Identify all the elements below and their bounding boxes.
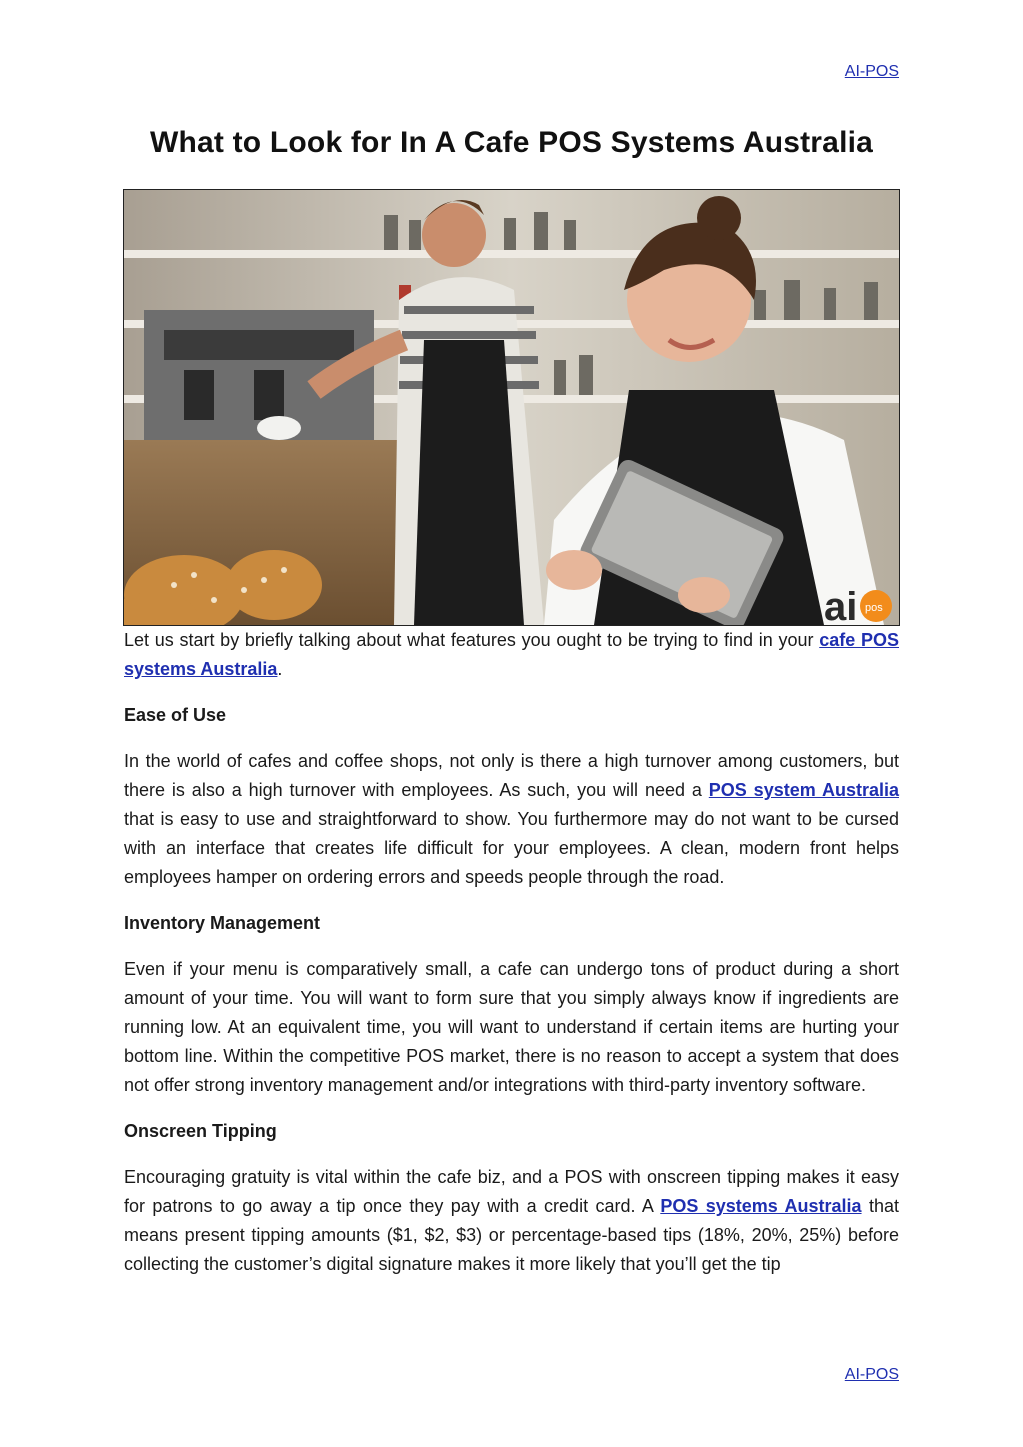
ease-text-before: In the world of cafes and coffee shops, not only is there a high turnover among customers, but there is also a high turnover with employees. As such, you will need a bbox=[124, 751, 899, 800]
tipping-text-before: Encouraging gratuity is vital within the cafe biz, and a POS with onscreen tipping makes it easy for patrons to go away a tip once they pay with a credit card. A bbox=[124, 1167, 899, 1216]
footer-ai-pos-link[interactable]: AI-POS bbox=[844, 1366, 899, 1383]
tipping-paragraph bbox=[124, 1163, 899, 1279]
tipping-text-after: that means present tipping amounts ($1, $2, $3) or percentage-based tips (18%, 20%, 25%) before collecting the customer’s digital signature makes it more likely that you’ll get the tip bbox=[124, 1196, 899, 1274]
page-title: What to Look for In A Cafe POS Systems Australia bbox=[149, 126, 874, 159]
svg-text:pos: pos bbox=[865, 602, 883, 614]
inventory-heading: Inventory Management bbox=[124, 913, 321, 933]
cafe-staff-photo bbox=[123, 189, 900, 626]
svg-text:ai: ai bbox=[824, 585, 858, 625]
ease-of-use-heading: Ease of Use bbox=[124, 705, 227, 725]
intro-paragraph bbox=[124, 626, 899, 684]
intro-text: Let us start by briefly talking about what features you ought to be trying to find in your bbox=[124, 630, 820, 650]
article-body bbox=[124, 626, 899, 1296]
intro-end: . bbox=[277, 659, 283, 679]
pos-system-australia-link[interactable]: POS system Australia bbox=[708, 780, 899, 800]
inventory-paragraph: Even if your menu is comparatively small, a cafe can undergo tons of product during a short amount of your time. You will want to form sure that you simply always know if ingredients are running low. At an equivalent time, you will want to understand if certain items are hurting your bottom line. Within the competitive POS market, there is no reason to accept a system that does not offer strong inventory management and/or integrations with third-party inventory software. bbox=[124, 959, 899, 1095]
header-ai-pos-link[interactable]: AI-POS bbox=[844, 63, 899, 80]
pos-systems-australia-link[interactable]: POS systems Australia bbox=[660, 1196, 862, 1216]
cafe-pos-link[interactable]: cafe POS systems Australia bbox=[124, 630, 899, 679]
ease-text-after: that is easy to use and straightforward to show. You furthermore may do not want to be cursed with an interface that creates life difficult for your employees. A clean, modern front helps employees hamper on ordering errors and speeds people through the road. bbox=[124, 809, 899, 887]
cafe-photo-illustration bbox=[124, 190, 899, 625]
ease-of-use-paragraph bbox=[124, 747, 899, 892]
tipping-heading: Onscreen Tipping bbox=[124, 1121, 277, 1141]
